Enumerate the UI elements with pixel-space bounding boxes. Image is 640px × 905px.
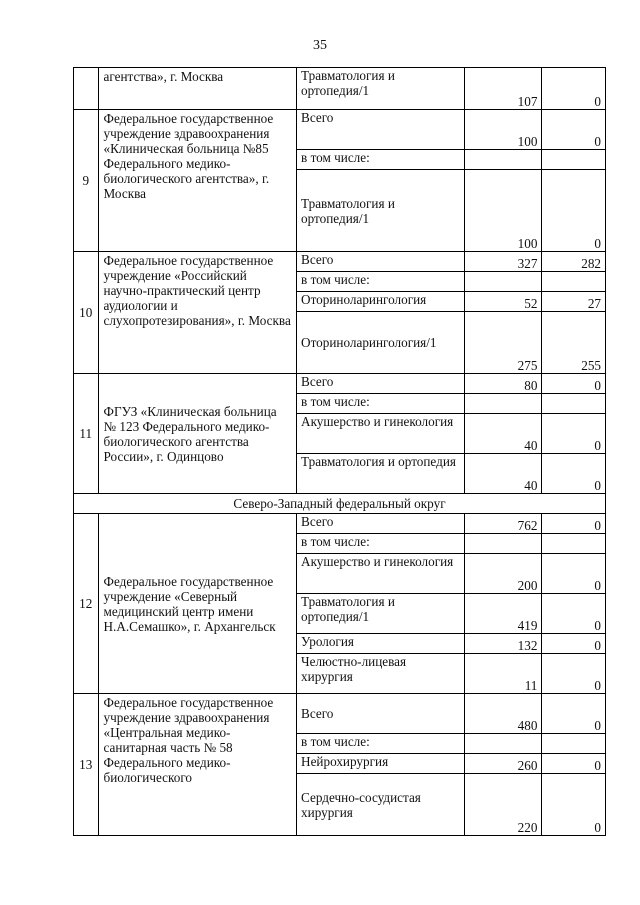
beds-second-value bbox=[542, 150, 606, 170]
profile-name: в том числе: bbox=[297, 150, 465, 170]
beds-second-value: 0 bbox=[542, 694, 606, 734]
profile-name: Оториноларингология bbox=[297, 292, 465, 312]
profile-name: в том числе: bbox=[297, 394, 465, 414]
beds-total-value: 107 bbox=[465, 68, 542, 110]
beds-second-value bbox=[542, 272, 606, 292]
beds-total-value: 260 bbox=[465, 754, 542, 774]
beds-total-value bbox=[465, 394, 542, 414]
table-row bbox=[74, 110, 606, 150]
organization-name: Федеральное государственное учреждение здравоохранения «Центральная медико-санитарная часть № 58 Федерального медико-биологического bbox=[98, 694, 297, 836]
beds-second-value bbox=[542, 394, 606, 414]
profile-name: Всего bbox=[297, 374, 465, 394]
profile-name: Травматология и ортопедия/1 bbox=[297, 170, 465, 252]
beds-total-value: 40 bbox=[465, 454, 542, 494]
table-row bbox=[74, 374, 606, 394]
beds-second-value: 0 bbox=[542, 774, 606, 836]
beds-second-value: 0 bbox=[542, 170, 606, 252]
profile-name: Челюстно-лицевая хирургия bbox=[297, 654, 465, 694]
table-row bbox=[74, 252, 606, 272]
beds-total-value: 220 bbox=[465, 774, 542, 836]
row-number: 12 bbox=[74, 514, 99, 694]
beds-total-value: 480 bbox=[465, 694, 542, 734]
row-number bbox=[74, 68, 99, 110]
profile-name: Травматология и ортопедия bbox=[297, 454, 465, 494]
beds-total-value bbox=[465, 150, 542, 170]
profile-name: в том числе: bbox=[297, 734, 465, 754]
organization-name: Федеральное государственное учреждение здравоохранения «Клиническая больница №85 Федерального медико-биологического агентства», г. Москва bbox=[98, 110, 297, 252]
beds-second-value: 0 bbox=[542, 414, 606, 454]
table-row bbox=[74, 514, 606, 534]
beds-second-value: 0 bbox=[542, 554, 606, 594]
table-row bbox=[74, 68, 606, 110]
beds-total-value: 275 bbox=[465, 312, 542, 374]
beds-second-value bbox=[542, 534, 606, 554]
row-number: 9 bbox=[74, 110, 99, 252]
row-number: 10 bbox=[74, 252, 99, 374]
profile-name: Всего bbox=[297, 252, 465, 272]
profile-name: Травматология и ортопедия/1 bbox=[297, 594, 465, 634]
profile-name: в том числе: bbox=[297, 534, 465, 554]
beds-total-value: 100 bbox=[465, 110, 542, 150]
profile-name: Урология bbox=[297, 634, 465, 654]
profile-name: Акушерство и гинекология bbox=[297, 414, 465, 454]
beds-second-value: 27 bbox=[542, 292, 606, 312]
beds-total-value: 327 bbox=[465, 252, 542, 272]
beds-total-value: 11 bbox=[465, 654, 542, 694]
beds-total-value: 419 bbox=[465, 594, 542, 634]
profile-name: Оториноларингология/1 bbox=[297, 312, 465, 374]
profile-name: Всего bbox=[297, 514, 465, 534]
organization-name: агентства», г. Москва bbox=[98, 68, 297, 110]
beds-second-value: 255 bbox=[542, 312, 606, 374]
beds-total-value bbox=[465, 534, 542, 554]
beds-second-value: 0 bbox=[542, 634, 606, 654]
beds-total-value: 132 bbox=[465, 634, 542, 654]
beds-total-value: 52 bbox=[465, 292, 542, 312]
beds-total-value: 200 bbox=[465, 554, 542, 594]
beds-second-value bbox=[542, 734, 606, 754]
district-heading: Северо-Западный федеральный округ bbox=[74, 494, 606, 514]
organization-name: ФГУЗ «Клиническая больница № 123 Федерального медико-биологического агентства России», г. Одинцово bbox=[98, 374, 297, 494]
beds-total-value: 762 bbox=[465, 514, 542, 534]
row-number: 11 bbox=[74, 374, 99, 494]
profile-name: Акушерство и гинекология bbox=[297, 554, 465, 594]
beds-second-value: 0 bbox=[542, 68, 606, 110]
beds-second-value: 0 bbox=[542, 374, 606, 394]
beds-second-value: 0 bbox=[542, 654, 606, 694]
profile-name: Нейрохирургия bbox=[297, 754, 465, 774]
page-number: 35 bbox=[313, 38, 327, 53]
district-row bbox=[74, 494, 606, 514]
table-row bbox=[74, 694, 606, 734]
hospital-beds-table bbox=[73, 67, 606, 836]
row-number: 13 bbox=[74, 694, 99, 836]
beds-second-value: 282 bbox=[542, 252, 606, 272]
beds-second-value: 0 bbox=[542, 594, 606, 634]
beds-second-value: 0 bbox=[542, 514, 606, 534]
profile-name: Всего bbox=[297, 694, 465, 734]
organization-name: Федеральное государственное учреждение «Северный медицинский центр имени Н.А.Семашко», г. Архангельск bbox=[98, 514, 297, 694]
profile-name: Травматология и ортопедия/1 bbox=[297, 68, 465, 110]
profile-name: в том числе: bbox=[297, 272, 465, 292]
beds-total-value bbox=[465, 734, 542, 754]
profile-name: Всего bbox=[297, 110, 465, 150]
beds-total-value bbox=[465, 272, 542, 292]
beds-second-value: 0 bbox=[542, 110, 606, 150]
beds-second-value: 0 bbox=[542, 454, 606, 494]
beds-second-value: 0 bbox=[542, 754, 606, 774]
beds-total-value: 80 bbox=[465, 374, 542, 394]
profile-name: Сердечно-сосудистая хирургия bbox=[297, 774, 465, 836]
beds-total-value: 100 bbox=[465, 170, 542, 252]
beds-total-value: 40 bbox=[465, 414, 542, 454]
organization-name: Федеральное государственное учреждение «Российский научно-практический центр аудиологии и слухопротезирования», г. Москва bbox=[98, 252, 297, 374]
